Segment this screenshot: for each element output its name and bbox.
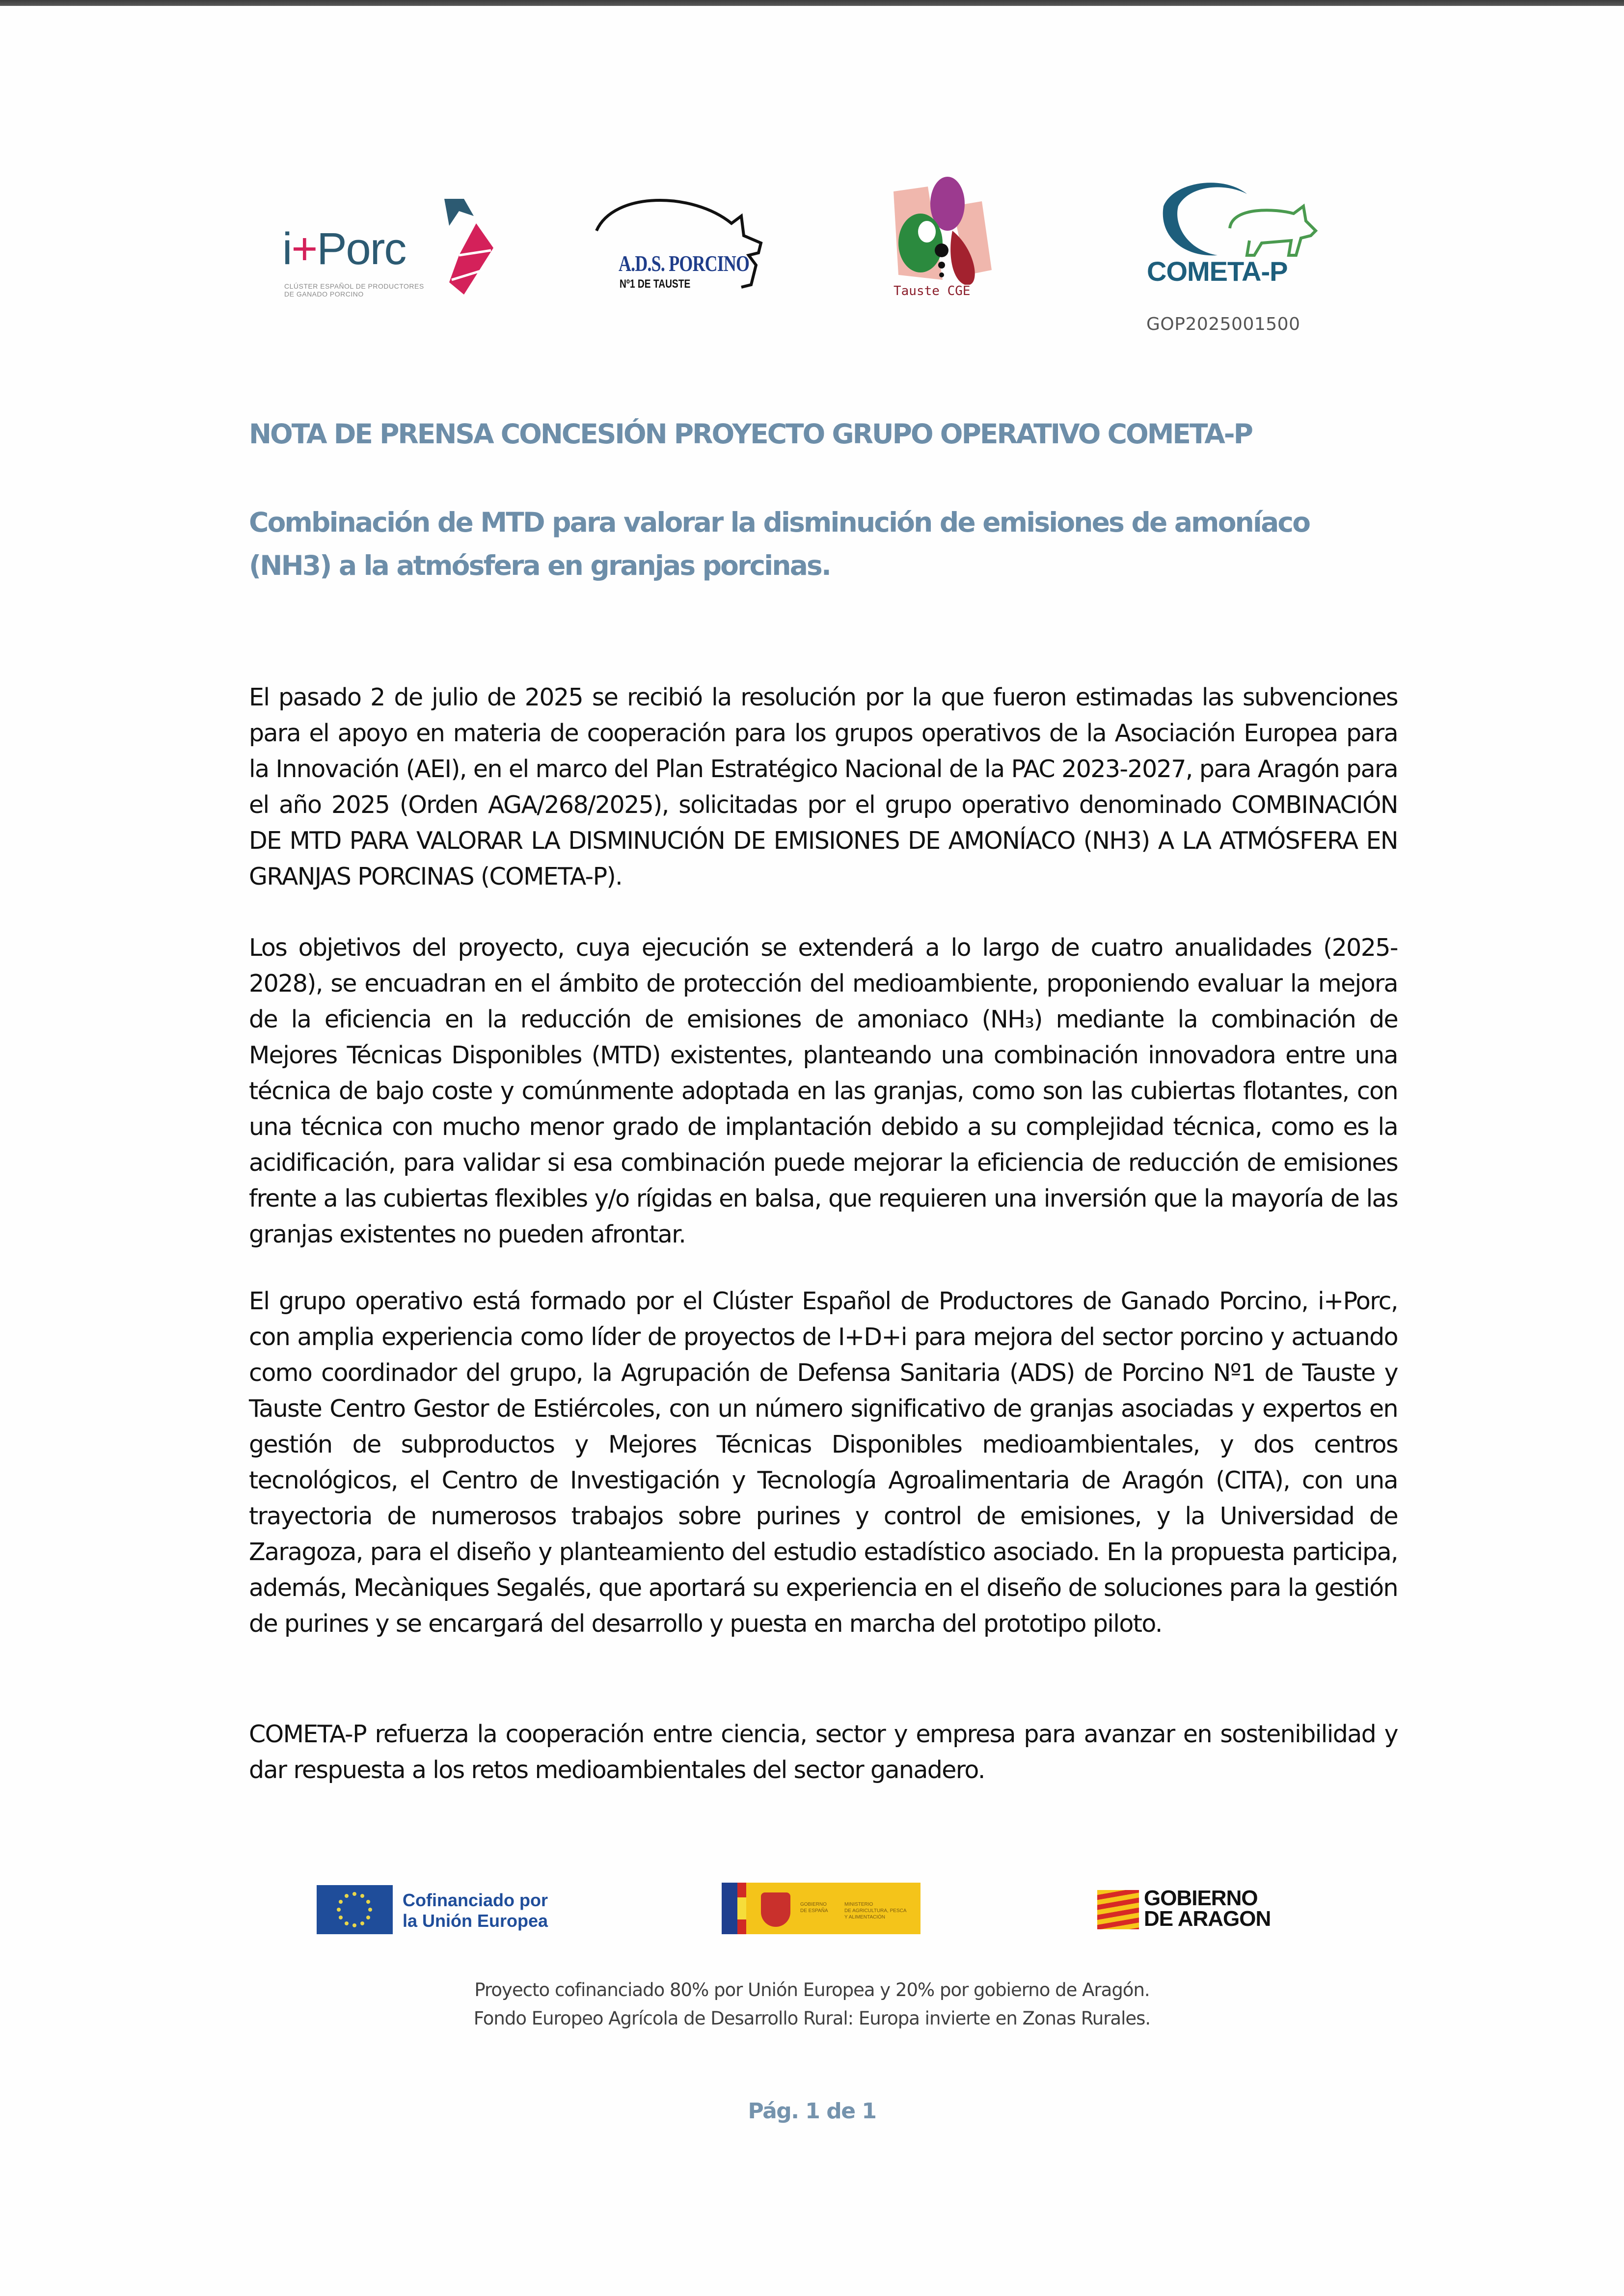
- header-logos: [0, 177, 1624, 324]
- gobierno-aragon-text: GOBIERNO DE ARAGON: [1144, 1886, 1271, 1931]
- reference-code: GOP2025001500: [1146, 314, 1300, 334]
- gobierno-aragon-logo: [1097, 1886, 1303, 1934]
- iporc-subtitle: CLÚSTER ESPAÑOL DE PRODUCTORES DE GANADO PORCINO: [284, 282, 424, 298]
- paragraph-members: El grupo operativo está formado por el Clúster Español de Productores de Ganado Porcino, i+Porc, con amplia experiencia como líder de proyectos de I+D+i para mejora del sector porcino y actuando como coordinador del grupo, la Agrupación de Defensa Sanitaria (ADS) de Porcino Nº1 de Tauste y Tauste Centro Gestor de Estiércoles, con un número significativo de granjas asociadas y expertos en gestión de subproductos y Mejores Técnicas Disponibles medioambientales, y dos centros tecnológicos, el Centro de Investigación y Tecnología Agroalimentaria de Aragón (CITA), con una trayectoria de numerosos trabajos sobre purines y control de emisiones, y la Universidad de Zaragoza, para el diseño y planteamiento del estudio estadístico asociado. En la propuesta participa, además, Mecàniques Segalés, que aportará su experiencia en el diseño de soluciones para la gestión de purines y se encargará del desarrollo y puesta en marcha del prototipo piloto.: [249, 1287, 1398, 1638]
- funder-logos: [0, 1880, 1624, 1934]
- page-title: NOTA DE PRENSA CONCESIÓN PROYECTO GRUPO OPERATIVO COMETA-P: [249, 418, 1252, 450]
- eu-cofunded-logo: [317, 1885, 572, 1934]
- page-number: Pág. 1 de 1: [748, 2099, 876, 2124]
- cometa-p-logo: COMETA-P: [1144, 172, 1321, 299]
- ministerio-text: MINISTERIO DE AGRICULTURA, PESCA Y ALIMENTACIÓN: [844, 1902, 907, 1920]
- iporc-origami-icon: [430, 196, 498, 295]
- paragraph-resolution: El pasado 2 de julio de 2025 se recibió la resolución por la que fueron estimadas las subvenciones para el apoyo en materia de cooperación para los grupos operativos de la Asociación Europea para la Innovación (AEI), en el marco del Plan Estratégico Nacional de la PAC 2023-2027, para Aragón para el año 2025 (Orden AGA/268/2025), solicitadas por el grupo operativo denominado COMBINACIÓN DE MTD PARA VALORAR LA DISMINUCIÓN DE EMISIONES DE AMONÍACO (NH3) A LA ATMÓSFERA EN GRANJAS PORCINAS (COMETA-P).: [249, 683, 1398, 891]
- cometa-pig-icon: [1144, 172, 1321, 260]
- gobierno-espana-logo: [722, 1883, 920, 1934]
- tauste-cge-emblem-icon: [884, 177, 1011, 285]
- scan-edge: [0, 0, 1624, 6]
- funding-footnote: Proyecto cofinanciado 80% por Unión Europea y 20% por gobierno de Aragón. Fondo Europeo Agrícola de Desarrollo Rural: Europa invierte en Zonas Rurales.: [473, 1979, 1151, 2029]
- paragraph-objectives: Los objetivos del proyecto, cuya ejecución se extenderá a lo largo de cuatro anualidades (2025-2028), se encuadran en el ámbito de protección del medioambiente, proponiendo evaluar la mejora de la eficiencia en la reducción de emisiones de amoniaco (NH₃) mediante la combinación de Mejores Técnicas Disponibles (MTD) existentes, planteando una combinación innovadora entre una técnica de bajo coste y comúnmente adoptada en las granjas, como son las cubiertas flotantes, con una técnica con mucho menor grado de implantación debido a su complejidad técnica, como es la acidificación, para validar si esa combinación puede mejorar la eficiencia de reducción de emisiones frente a las cubiertas flexibles y/o rígidas en balsa, que requieren una inversión que la mayoría de las granjas existentes no pueden afrontar.: [249, 934, 1398, 1248]
- gobierno-espana-text: GOBIERNO DE ESPAÑA: [800, 1902, 828, 1914]
- ads-porcino-logo: A.D.S. PORCINO Nº1 DE TAUSTE: [594, 196, 790, 295]
- eu-flag-icon: [317, 1885, 393, 1934]
- iporc-wordmark: i+Porc: [282, 224, 406, 274]
- iporc-logo: [282, 196, 503, 298]
- eu-cofunded-text: Cofinanciado por la Unión Europea: [403, 1890, 548, 1931]
- paragraph-conclusion: COMETA-P refuerza la cooperación entre ciencia, sector y empresa para avanzar en sostenibilidad y dar respuesta a los retos medioambientales del sector ganadero.: [249, 1720, 1398, 1784]
- tauste-cge-logo: Tauste CGE: [884, 177, 1031, 309]
- coat-of-arms-icon: [761, 1892, 790, 1927]
- page-subtitle: Combinación de MTD para valorar la disminución de emisiones de amoníaco (NH3) a la atmósfera en granjas porcinas.: [249, 507, 1310, 581]
- aragon-flag-icon: [1097, 1890, 1139, 1929]
